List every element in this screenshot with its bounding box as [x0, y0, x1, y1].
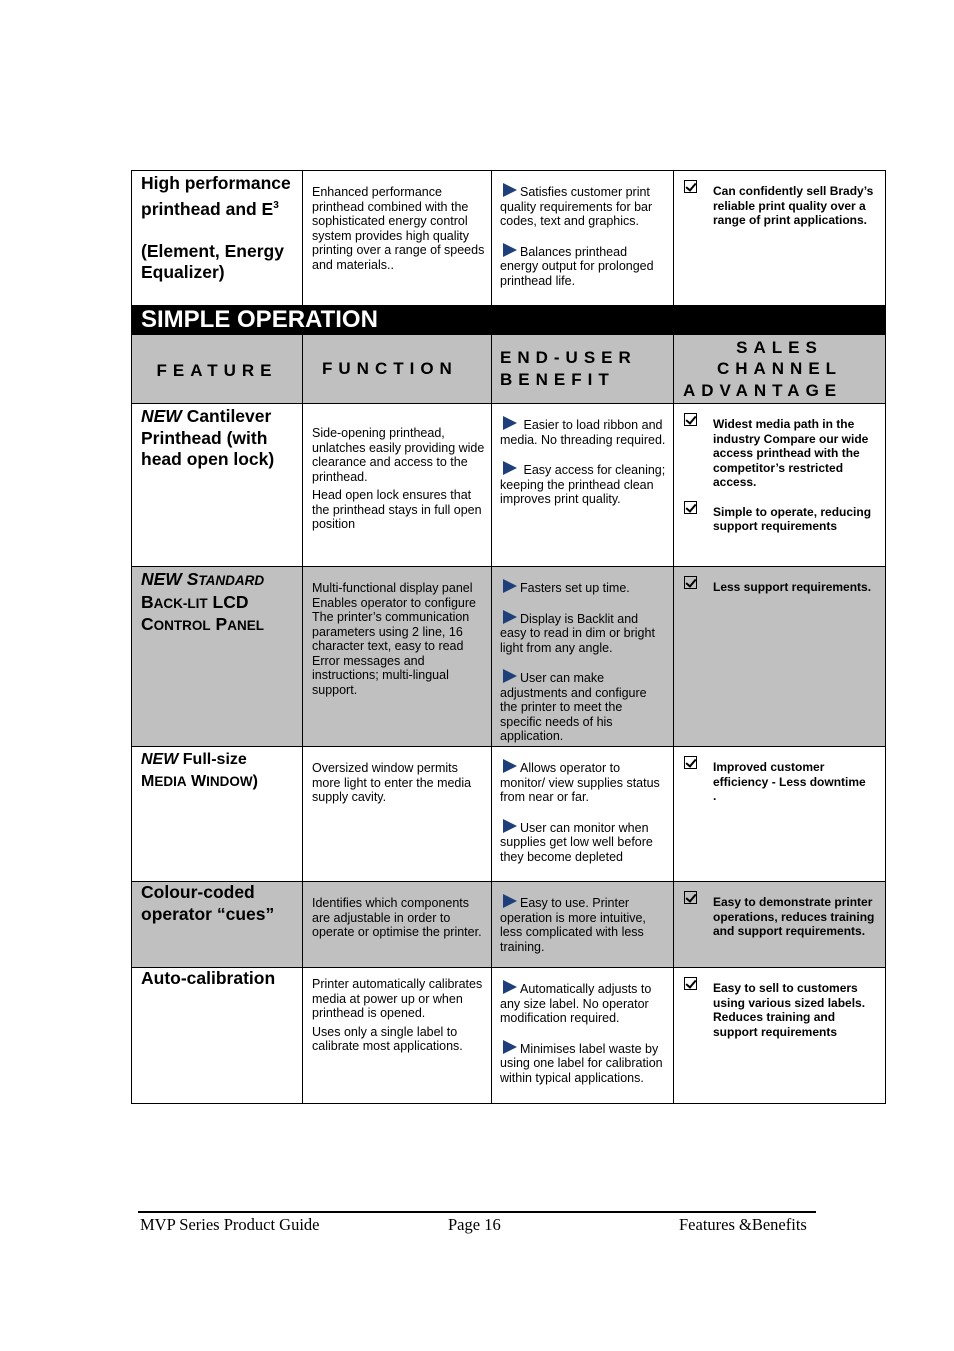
table-row [132, 171, 886, 306]
table-row [132, 968, 886, 1104]
header-benefit: END-USER BENEFIT [492, 335, 674, 404]
table-row [132, 567, 886, 747]
arrow-bullet-icon [503, 669, 517, 683]
function-cell: Identifies which components are adjustable in order to operate or optimise the printer. [303, 882, 492, 968]
checkbox-checked-icon [684, 180, 697, 193]
function-cell: Oversized window permits more light to enter the media supply cavity. [303, 747, 492, 882]
feature-cell: High performance printhead and $E^3$ (Element, Energy Equalizer) [132, 171, 303, 306]
feature-cell: NEW Cantilever Printhead (with head open lock) [132, 404, 303, 567]
arrow-bullet-icon [503, 980, 517, 994]
arrow-bullet-icon [503, 579, 517, 593]
section-band [132, 306, 886, 335]
arrow-bullet-icon [503, 894, 517, 908]
footer-page-number: Page 16 [448, 1215, 501, 1234]
advantage-cell: Less support requirements. [674, 567, 886, 747]
footer-rule [138, 1211, 816, 1213]
header-function: FUNCTION [303, 335, 492, 404]
table-row [132, 747, 886, 882]
arrow-bullet-icon [503, 416, 517, 430]
table-row [132, 882, 886, 968]
benefit-cell: Easier to load ribbon and media. No threading required. Easy access for cleaning; keeping the printhead clean improves print quality. [492, 404, 674, 567]
arrow-bullet-icon [503, 243, 517, 257]
arrow-bullet-icon [503, 1040, 517, 1054]
function-cell: Side-opening printhead, unlatches easily providing wide clearance and access to the printhead. Head open lock ensures that the printhead stays in full open position [303, 404, 492, 567]
checkbox-checked-icon [684, 413, 697, 426]
arrow-bullet-icon [503, 461, 517, 475]
benefit-cell: Easy to use. Printer operation is more intuitive, less complicated with less training. [492, 882, 674, 968]
feature-cell: Colour-coded operator “cues” [132, 882, 303, 968]
arrow-bullet-icon [503, 610, 517, 624]
footer-section: Features &Benefits [679, 1215, 807, 1234]
arrow-bullet-icon [503, 183, 517, 197]
header-feature: FEATURE [132, 335, 303, 404]
benefit-cell: Satisfies customer print quality requirements for bar codes, text and graphics. Balances printhead energy output for prolonged printhead life. [492, 171, 674, 306]
arrow-bullet-icon [503, 759, 517, 773]
advantage-cell: Easy to sell to customers using various sized labels. Reduces training and support requirements [674, 968, 886, 1104]
benefit-cell: Fasters set up time. Display is Backlit and easy to read in dim or bright light from any angle. User can make adjustments and configure the printer to meet the specific needs of his application. [492, 567, 674, 747]
feature-cell: NEW STANDARD BACK-LIT LCD CONTROL PANEL [132, 567, 303, 747]
function-cell: Enhanced performance printhead combined with the sophisticated energy control system provides high quality printing over a range of speeds and materials.. [303, 171, 492, 306]
checkbox-checked-icon [684, 576, 697, 589]
features-table [131, 170, 886, 1104]
advantage-cell: Can confidently sell Brady’s reliable print quality over a range of print applications. [674, 171, 886, 306]
benefit-cell: Automatically adjusts to any size label. No operator modification required. Minimises label waste by using one label for calibration within typical applications. [492, 968, 674, 1104]
advantage-cell: Improved customer efficiency - Less downtime . [674, 747, 886, 882]
benefit-cell: Allows operator to monitor/ view supplies status from near or far. User can monitor when supplies get low well before they become depleted [492, 747, 674, 882]
function-cell: Multi-functional display panel Enables operator to configure The printer’s communication parameters using 2 line, 16 character text, easy to read Error messages and instructions; multi-lingual support. [303, 567, 492, 747]
footer-guide-title: MVP Series Product Guide [140, 1215, 320, 1234]
checkbox-checked-icon [684, 756, 697, 769]
section-title: SIMPLE OPERATION [132, 306, 886, 335]
arrow-bullet-icon [503, 819, 517, 833]
advantage-cell: Widest media path in the industry Compare our wide access printhead with the competitor’s restricted access. Simple to operate, reducing support requirements [674, 404, 886, 567]
column-headers [132, 335, 886, 404]
advantage-cell: Easy to demonstrate printer operations, reduces training and support requirements. [674, 882, 886, 968]
function-cell: Printer automatically calibrates media at power up or when printhead is opened. Uses only a single label to calibrate most applications. [303, 968, 492, 1104]
checkbox-checked-icon [684, 977, 697, 990]
feature-cell: Auto-calibration [132, 968, 303, 1104]
checkbox-checked-icon [684, 501, 697, 514]
feature-cell: NEW Full-size MEDIA WINDOW) [132, 747, 303, 882]
checkbox-checked-icon [684, 891, 697, 904]
header-advantage: SALES CHANNEL ADVANTAGE [674, 335, 886, 404]
table-row [132, 404, 886, 567]
